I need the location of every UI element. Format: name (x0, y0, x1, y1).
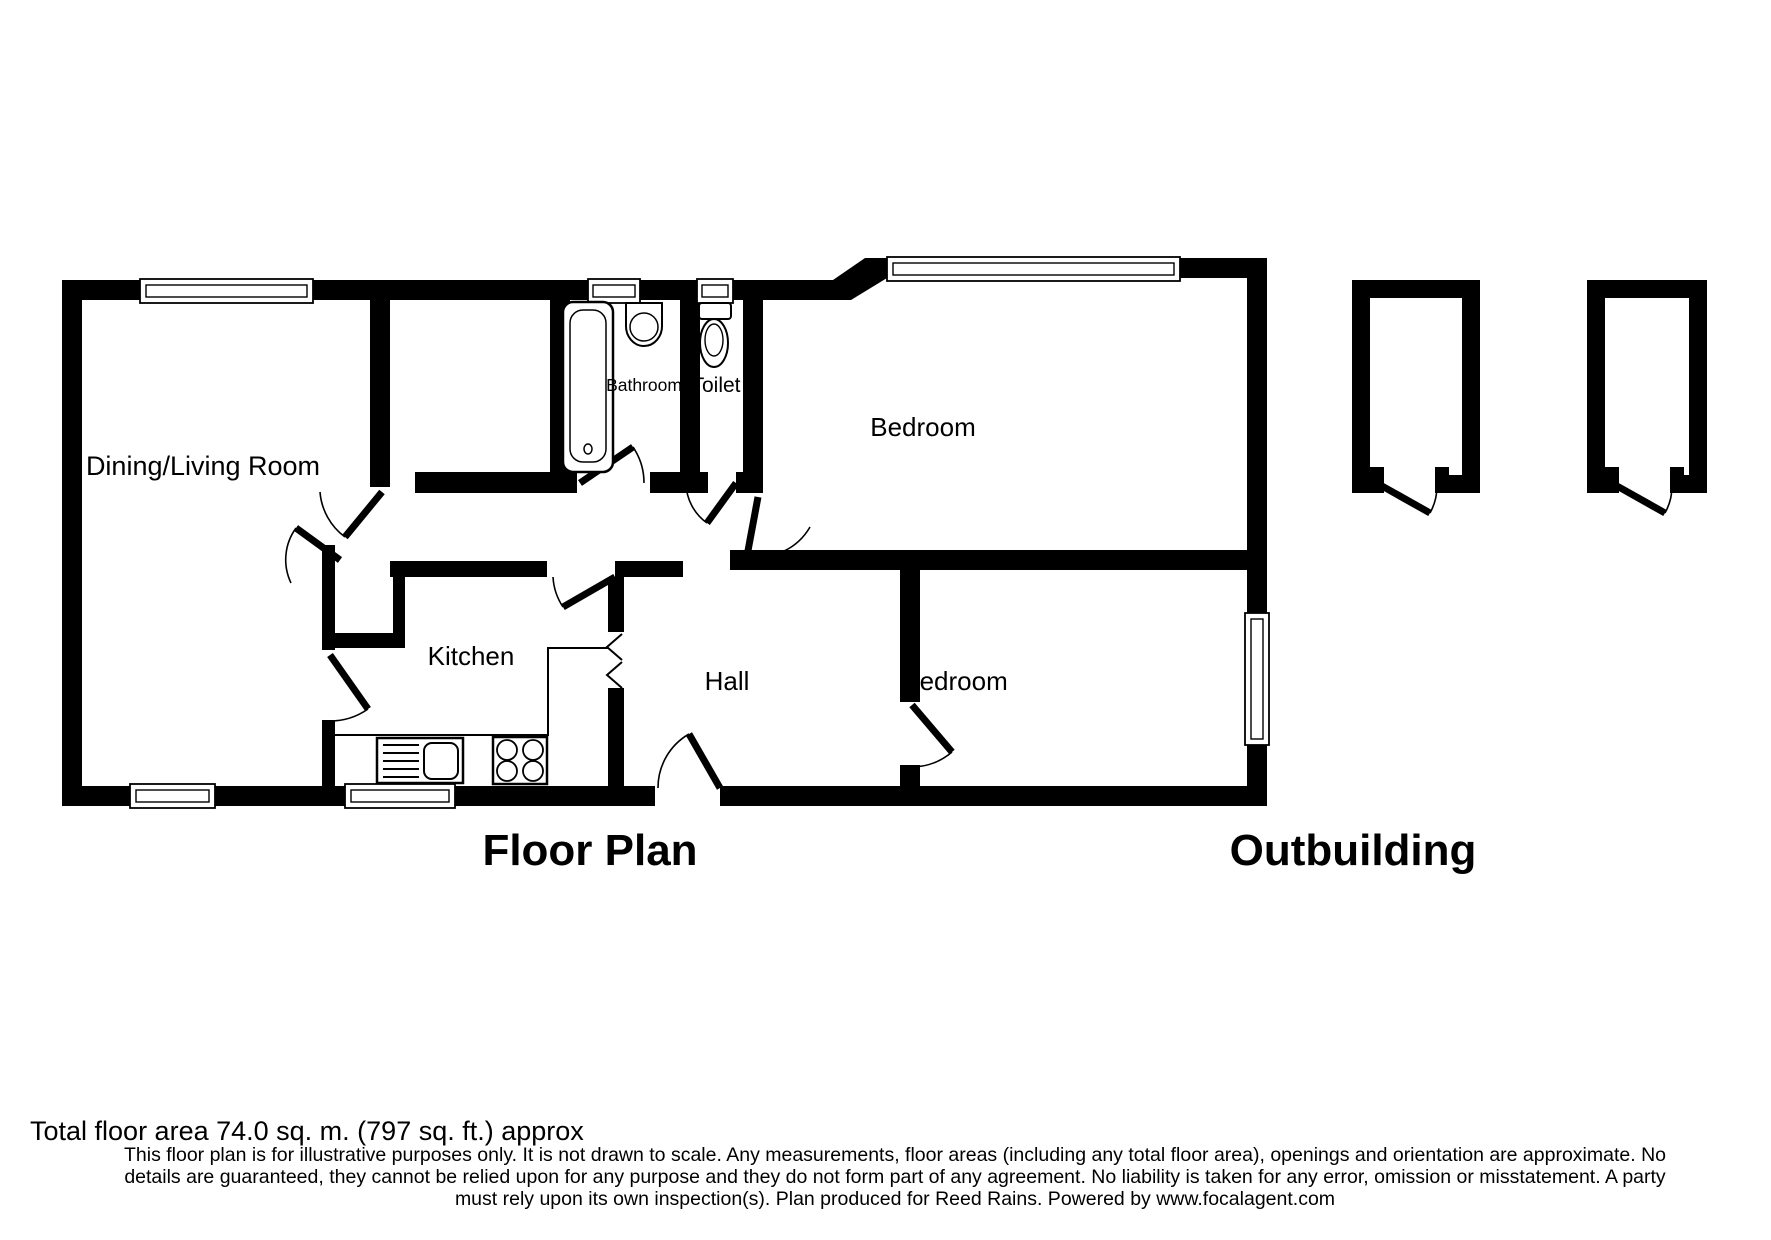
stove-hob (493, 737, 547, 784)
door-dining-hall (320, 492, 382, 537)
window-toilet-top (697, 279, 733, 303)
door-outbuilding-1 (1382, 486, 1437, 513)
kitchen-sink (377, 738, 463, 783)
disclaimer-line-2: details are guaranteed, they cannot be relied upon for any purpose and they do not form part of any agreement. No liability is taken for any error, omission or misstatement. A party (124, 1166, 1666, 1188)
window-dining-top (140, 279, 313, 303)
outbuilding-1 (1352, 280, 1480, 513)
room-labels (86, 374, 1008, 696)
outbuilding-2 (1587, 280, 1707, 513)
disclaimer-line-1: This floor plan is for illustrative purposes only. It is not drawn to scale. Any measurements, floor areas (including any total floor area), openings and orientation are approximate. No (123, 1144, 1667, 1166)
opening-zigzag (607, 634, 622, 688)
label-kitchen: Kitchen (427, 641, 515, 671)
total-floor-area: Total floor area 74.0 sq. m. (797 sq. ft.) approx (30, 1116, 584, 1146)
main-floorplan-walls (62, 258, 1267, 806)
footer-text (30, 1116, 1666, 1210)
door-bedroom-top (747, 497, 810, 557)
label-bedroom-top: Bedroom (870, 412, 976, 442)
door-outbuilding-2 (1617, 486, 1672, 513)
window-bedroom-top (887, 257, 1180, 281)
label-dining-living: Dining/Living Room (85, 451, 321, 481)
label-hall: Hall (704, 666, 750, 696)
title-floor-plan: Floor Plan (482, 826, 698, 875)
bathroom-sink (626, 303, 662, 346)
door-kitchen-hall (553, 577, 615, 607)
disclaimer-line-3: must rely upon its own inspection(s). Plan produced for Reed Rains. Powered by www.focalagent.com (454, 1188, 1336, 1210)
label-toilet: Toilet (691, 374, 741, 397)
label-bedroom-bottom: Bedroom (902, 666, 1008, 696)
window-bathroom-top (588, 279, 640, 303)
toilet-fixture (699, 303, 731, 367)
window-dining-bottom-mid (345, 784, 455, 808)
label-bathroom: Bathroom (606, 375, 682, 395)
window-dining-bottom-left (130, 784, 215, 808)
window-bedroom-right (1245, 613, 1269, 745)
door-bedroom-bottom (912, 705, 952, 767)
title-outbuilding: Outbuilding (1229, 826, 1477, 875)
door-front-entrance (658, 734, 720, 788)
door-kitchen-dining (330, 655, 368, 721)
